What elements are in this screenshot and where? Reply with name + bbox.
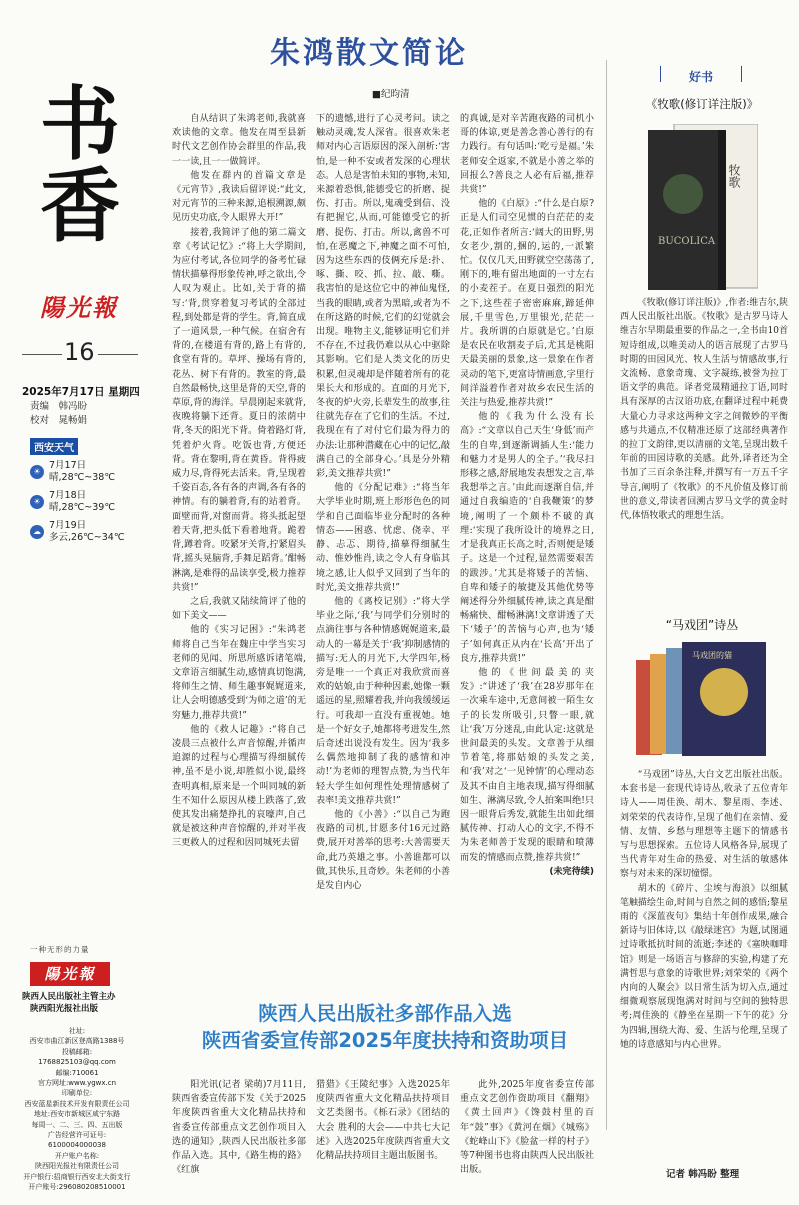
imprint-line: 每周一、二、三、四、五出版 bbox=[31, 1120, 123, 1129]
paragraph: 下的遗憾,进行了心灵考问。读之触动灵魂,发人深省。很喜欢朱老师对内心言语原因的深入剖析:‘害怕,是一种不安或者发深的心理状态。人总是害怕未知的事物,未知,来源着恐惧,能德受它的折磨、捉伤、打击。所以,鬼魂受到信、没有把握它,从而,可能德受它的折磨、捉伤、打击。所以,禽兽不可怕,在恶魔之下,神魔之面不可怕,因为这些东西的伎俩充斥是:扑、啄、撕、咬、抓、拉、敲、嘶。我害怕的是这位它中的神仙鬼怪,当我的眼睛,或者为黑暗,或者为不在所这路的时候,它们的幻觉就会出现。唯物主义,能够证明它们并不存在,不过我仍难以从心中驱除其影响。它们是人类文化的历史积累,但灵魂却是伴随着所有的花果长大和形成的。直面的月光下,冬夜的炉火旁,长辈发生的故事,往往就先存在了它们的生活。不过,我现在有了对付它们最为得力的办法:让那种潜藏在心中的记忆,敲满自己的全部身心。’具是分外精彩,美文推荐共赏!” bbox=[316, 114, 450, 480]
section-title-char-1: 书 bbox=[40, 78, 120, 171]
paragraph: 的真诚,是对辛苦跑夜路的司机小哥的体谅,更是善念善心善行的有力践行。有句话叫:‘吃亏是福。’朱老师安全返家,不就是小善之举的回报么?善良之人必有后福,推荐共赏!” bbox=[460, 114, 594, 196]
paragraph: 猎猎》《王陵纪事》入选2025年度陕西省重大文化精品扶持项目文艺类图书。《栎石录》《团结的大会 胜利的大会——中共七大记述》入选2025年度陕西省重大文化精品扶持项目主题出版图书。 bbox=[316, 1080, 450, 1162]
paragraph: 他的《白原》:“什么是白原?正是人们司空见惯的白茫茫的麦花,正如作者所言:‘阔大的田野,男女老少,割的,捆的,运的,一派繁忙。仅仅几天,田野就空空荡荡了,刚下的,唯有留出地面的一寸左右的小麦茬子。在夏日强烈的阳光之下,这些茬子密密麻麻,蹄延伸展,千里雪色,万里银光,茫茫一片。我所谓的白原就是它。’白原是农民在收割麦子后,尤其是桃阳天最美丽的景象,这一景象在作者灵动的笔下,更富诗情画意,字里行间洋溢着作者对故乡农民生活的关注与热爱,推荐共赏!” bbox=[460, 199, 594, 409]
paragraph: 自从结识了朱鸿老师,我就喜欢读他的文章。他发在周至县新时代文艺创作协会群里的作品,我一一读,且一一做简评。 bbox=[172, 114, 306, 167]
book-series-image bbox=[632, 640, 782, 760]
cover-latin-title: BUCOLICA bbox=[658, 236, 716, 247]
bottom-title-line-1: 陕西人民出版社多部作品入选 bbox=[258, 1002, 512, 1025]
paragraph: 他发在群内的首篇文章是《元宵节》,我读后留评说:“此文,对元宵节的三种来源,追根溯源,颇见历史功底,令人眼界大开!” bbox=[172, 170, 306, 224]
imprint-line: 投稿邮箱: bbox=[61, 1047, 93, 1056]
reporter-credit: 记者 韩冯盼 整理 bbox=[666, 1169, 740, 1180]
paragraph: “马戏团”诗丛,大白文艺出版社出版。本套书是一套现代诗诗丛,收录了五位青年诗人——周佳涣、胡木、黎星雨、李述、刘荣荣的代表诗作,呈现了他们在亲情、爱情、友情、乡愁与理想等主题下的情感书写与思想探索。五位诗人风格各异,展现了当代青年对生命的热爱、对生活的敏感体察与对未来的深切憧憬。 bbox=[620, 770, 788, 880]
imprint-line: 开户账户名称: bbox=[54, 1151, 100, 1160]
page-number-rule-left bbox=[22, 354, 62, 355]
proofreader-line: 校对 晁畅娟 bbox=[30, 415, 88, 426]
paragraph: 他的《世间最美的夹发》:“讲述了‘我’在28岁那年在一次乘车途中,无意间被一陌生女子的长发所吸引,只瞥一眼,就让‘我’万分迷乱,由此认定:这就是世间最美的头发。文章善于从细节着笔,将那姑娘的头发之美,和‘我’对之‘一见钟情’的心理动态及其不由自主地表现,描写得细腻如生、淋漓尽致,令人拍案叫绝!只因一眼背后秀发,就能生出如此细腻传神、打动人心的文字,不得不为朱老师善于发现的眼睛和喷薄而发的情感而点赞,推荐共赏!” bbox=[460, 667, 594, 863]
paper-logo-box: 陽光報 bbox=[30, 962, 110, 986]
paragraph: 他的《实习记困》:“朱鸿老师将自己当年在魏庄中学当实习老师的见闻、所思所感诉诸笔端,文章语言细腻生动,感情真切饱满,将师生之情、师生趣事娓娓道来,让人会明德感受到‘为师之道’的无穷魅力,推荐共赏!” bbox=[172, 625, 306, 721]
cover-cn-title: 牧歌 bbox=[727, 164, 741, 188]
imprint-line: 社址: bbox=[68, 1027, 86, 1035]
sponsor-line-2: 陕西阳光报社出版 bbox=[30, 1004, 99, 1014]
article-column-2 bbox=[316, 112, 450, 893]
imprint-line: 陕西阳光报社有限责任公司 bbox=[35, 1162, 119, 1171]
paragraph: 此外,2025年度省委宣传部重点文艺创作资助项目《翻翔》《黄土回声》《馋鼓村里的百年“鼓”事》《黄河在烟》《城殇》《蛇峰山下》《脸盆一样的村子》等7种图书也将由陕西人民出版社出版。 bbox=[460, 1080, 594, 1176]
book1-title: 《牧歌(修订详注版)》 bbox=[645, 97, 759, 111]
imprint-line: 开户银行:招商银行西安北大街支行 bbox=[23, 1172, 131, 1181]
paragraph: 他的《救人记趣》:“将自己凌晨三点被什么声音惊醒,并循声追源的过程与心理描写得细腻传神,虽不是小说,却胜似小说,最终查明真相,原来是一个叫同城的新生不知什么原因从楼上跌落了,致使其发出痛楚挣扎的哀嚎声,自己就是被这种声音惊醒的,并对半夜三更救人的过程和因同城死去留 bbox=[172, 724, 306, 849]
article-column-1 bbox=[172, 112, 306, 851]
book-cover-image bbox=[648, 124, 758, 292]
weather-list bbox=[30, 460, 140, 544]
book2-title: “马戏团”诗丛 bbox=[665, 618, 739, 632]
sun-icon: ☀ bbox=[30, 495, 44, 509]
slogan: 一种无形的力量 bbox=[30, 945, 90, 954]
imprint-line: 开户账号:296080208510001 bbox=[28, 1183, 126, 1192]
page-number-rule-right bbox=[98, 354, 138, 355]
good-book-header bbox=[660, 66, 742, 82]
editor-line: 责编 韩冯盼 bbox=[30, 401, 88, 412]
paragraph: 《牧歌(修订详注版)》,作者:维吉尔,陕西人民出版社出版。《牧歌》是古罗马诗人维吉尔早期最重要的作品之一,全书由10首短诗组成,以唯美动人的语言展现了古罗马时期的田园风光、牧人生活与情感故事,行文流畅、意象奇瑰、文字凝练,被誉为拉丁语文学的典范。译者党晟精通拉丁语,同时具有深厚的古汉语功底,在翻译过程中耗费大量心力寻求这两种文字之间微妙的平衡感与共通点,不仅精准还原了这部经典著作的拉丁文韵律,更以清丽的文笔,呈现出数千年前的田园诗歌的美感。此外,译者还为全书加了三百余条注释,并撰写有一万五千字导言,阐明了《牧歌》的不凡价值及修订前世的意义,带读者回溯古罗马文学的黄金时代,体悟牧歌式的理想生活。 bbox=[620, 298, 788, 522]
bottom-title-line-2: 陕西省委宣传部2025年度扶持和资助项目 bbox=[201, 1029, 569, 1052]
paragraph: 阳光讯(记者 梁萌)7月11日,陕西省委宣传部下发《关于2025年度陕西省重大文化精品扶持和省委宣传部重点文艺创作项目入选的通知》,陕西人民出版社多部作品入选。其中,《路生梅的路》《红旗 bbox=[172, 1080, 306, 1176]
good-book-label: 好书 bbox=[688, 70, 713, 84]
bottom-story-column-3 bbox=[460, 1078, 594, 1177]
imprint-line: 西安蓝星新技术开发有限责任公司 bbox=[24, 1099, 130, 1108]
bottom-story-column-2 bbox=[316, 1078, 450, 1163]
weather-item bbox=[30, 490, 140, 514]
column-divider bbox=[606, 60, 607, 1130]
weather-text: 晴,28℃~39℃ bbox=[49, 502, 115, 513]
imprint-line: 广告经营许可证号: bbox=[47, 1131, 107, 1140]
imprint-line: 地址:西安市新城区咸宁东路 bbox=[33, 1110, 121, 1119]
section-title-char-2: 香 bbox=[40, 160, 120, 253]
weather-text: 晴,28℃~38℃ bbox=[49, 472, 115, 483]
paragraph: 接着,我简评了他的第二篇文章《考试记忆》:“将上大学期间,为应付考试,各位同学的备考忙碌情状描摹得形象传神,呼之欲出,令人叹为观止。比如,关于背的描写:‘背,贯穿着复习考试的全部过程,到处都是背的学生。背,简直成了一道风景,一种气候。在宿舍有背的,在楼道有背的,路上有背的,食堂有背的。草坪、操场有背的,花丛、树下有背的。教室的背,最自然最畅快,这里是背的天空,背的草原,背的海洋。早晨刚起来就背,夜晚将躺下还背。夏日的浓荫中背,冬天的阳光下背。倚着路灯背,凭着炉火背。吃饭也背,方便还背。背在黎明,背在黄昏。背得疲威力尽,背得死去活来。背,呈现着千姿百态,各有各的声调,各有各的神情。有的躺着背,有的站着背。面壁而背,对窗而背。将头抵起望着天背,把头低下看着地背。跪着背,蹲着背。咬紧牙关背,拧紧眉头背,摇头晃脑背,手舞足蹈背。’酣畅淋漓,是难得的品读享受,极力推荐共赏!” bbox=[172, 227, 306, 593]
page-number: 16 bbox=[64, 338, 95, 366]
imprint-line: 西安市曲江新区登高路1388号 bbox=[29, 1037, 125, 1046]
imprint-block bbox=[2, 1026, 152, 1193]
imprint-line: 印刷单位: bbox=[61, 1089, 93, 1098]
paragraph: 他的《小善》:“以自己为跑夜路的司机,甘愿多付16元过路费,展开对善举的思考:大善需要天命,此乃英雄之事。小善谁都可以做,其快乐,且奇妙。朱老师的小善是发自内心 bbox=[316, 809, 450, 891]
continued-note: (未完待续) bbox=[549, 866, 594, 877]
weather-date: 7月19日 bbox=[49, 520, 87, 531]
weather-item bbox=[30, 460, 140, 484]
article-column-3 bbox=[460, 112, 594, 879]
sponsor-line-1: 陕西人民出版社主管主办 bbox=[22, 992, 116, 1002]
article-byline: ■纪昀清 bbox=[372, 89, 410, 100]
paragraph: 之后,我就又陆续简评了他的如下美文—— bbox=[172, 596, 306, 622]
book1-description bbox=[620, 296, 788, 523]
paragraph: 他的《离校记别》:“将大学毕业之际,‘我’与同学们分别时的点滴往事与各种情感娓娓道来,最动人的一幕是关于‘我’抑制感情的描写:无人的月光下,大学四年,杨旁是唯一一个真正对我欣赏而喜欢的姑娘,由于种种因素,她像一颗遥远的星,照耀着我,并向我缓缓运行。可我却一直没有重视她。她是一个好女子,她都将考进发生,然后奇述出说没有发生。因为‘我多么偶然地抑制了我的感情和冲动!’为老师的理智点赞,为当代年轻大学生如何理性处理情感树了表率!美文推荐共赏!” bbox=[316, 596, 450, 806]
imprint-line: 6100004000038 bbox=[48, 1141, 106, 1150]
bottom-story-title bbox=[160, 1000, 610, 1054]
issue-date: 2025年7月17日 星期四 bbox=[22, 386, 140, 398]
paragraph: 胡木的《碎片、尘埃与海浪》以细腻笔触描绘生命,时间与自然之间的感悟;黎星雨的《深蓝夜句》集结十年创作成果,融合新诗与旧体诗,以《敲绿迷宫》为题,试图通过诗歌抵抗时间的流逝;李述的《塞映咖啡馆》则是一场语言与修辞的实验,构建了充满哲思与意象的诗歌世界;刘荣荣的《两个内向的人聚会》以日常生活为切入点,通过细微观察展现饱满对时间与空间的独特思考;周佳涣的《静坐在星期一下午的花》分为四辑,围绕大海、爱、生活与伦理,呈现了她的诗意感知与内心世界。 bbox=[620, 883, 788, 1050]
weather-title: 西安天气 bbox=[30, 438, 78, 455]
imprint-line: 官方网址:www.ygwx.cn bbox=[37, 1079, 117, 1088]
weather-date: 7月18日 bbox=[49, 490, 87, 501]
cover-title: 马戏团的猫 bbox=[692, 651, 732, 660]
cloud-sun-icon: ☁ bbox=[30, 525, 44, 539]
article-title: 朱鸿散文简论 bbox=[270, 36, 468, 71]
sun-icon: ☀ bbox=[30, 465, 44, 479]
bottom-story-column-1 bbox=[172, 1078, 306, 1177]
imprint-line: 邮编:710061 bbox=[55, 1068, 99, 1077]
weather-text: 多云,26℃~34℃ bbox=[49, 532, 125, 543]
imprint-line: 1768825103@qq.com bbox=[38, 1058, 116, 1067]
paragraph: 他的《分配记难》:“将当年大学毕业时期,班上形形色色的同学和自己面临毕业分配时的各种情态——困惑、忧虑、侥幸、平静、忐忑、期待,描摹得细腻生动、惟妙惟肖,读之令人有身临其境之感,让人似乎又回到了当年的时光,美文推荐共赏!” bbox=[316, 483, 450, 593]
paper-logo: 陽光報 bbox=[40, 293, 118, 322]
book2-description bbox=[620, 768, 788, 1052]
book1-cover bbox=[648, 124, 758, 292]
weather-item bbox=[30, 520, 140, 544]
weather-date: 7月17日 bbox=[49, 460, 87, 471]
book2-cover bbox=[632, 640, 782, 760]
paragraph: 他的《我为什么没有长高》:“文章以自己天生‘身低’而产生的自卑,到逐渐调插人生:‘能力和魅力才是男人的全子。’‘我尽扫形移之感,舒展地发表想发之言,举我想举之言。’由此而逐渐自信,并通过自我编造的‘自我鞭策’的梦境,阐明了一个颇朴不破的真理:‘实现了我所设计的境界之日,才是我真正长高之时,否则便是矮子。这是一个过程,显然需要艰苦的跋涉。’尤其是将矮子的苦恼、自卑和矮子的敏捷及其他优势等阐述得分外细腻传神,读之真是酣畅痛快、酣畅淋漓!文章讲透了天下‘矮子’的苦恼与心声,也为‘矮子’如何真正从内在‘长高’开出了良方,推荐共赏!” bbox=[460, 412, 594, 664]
